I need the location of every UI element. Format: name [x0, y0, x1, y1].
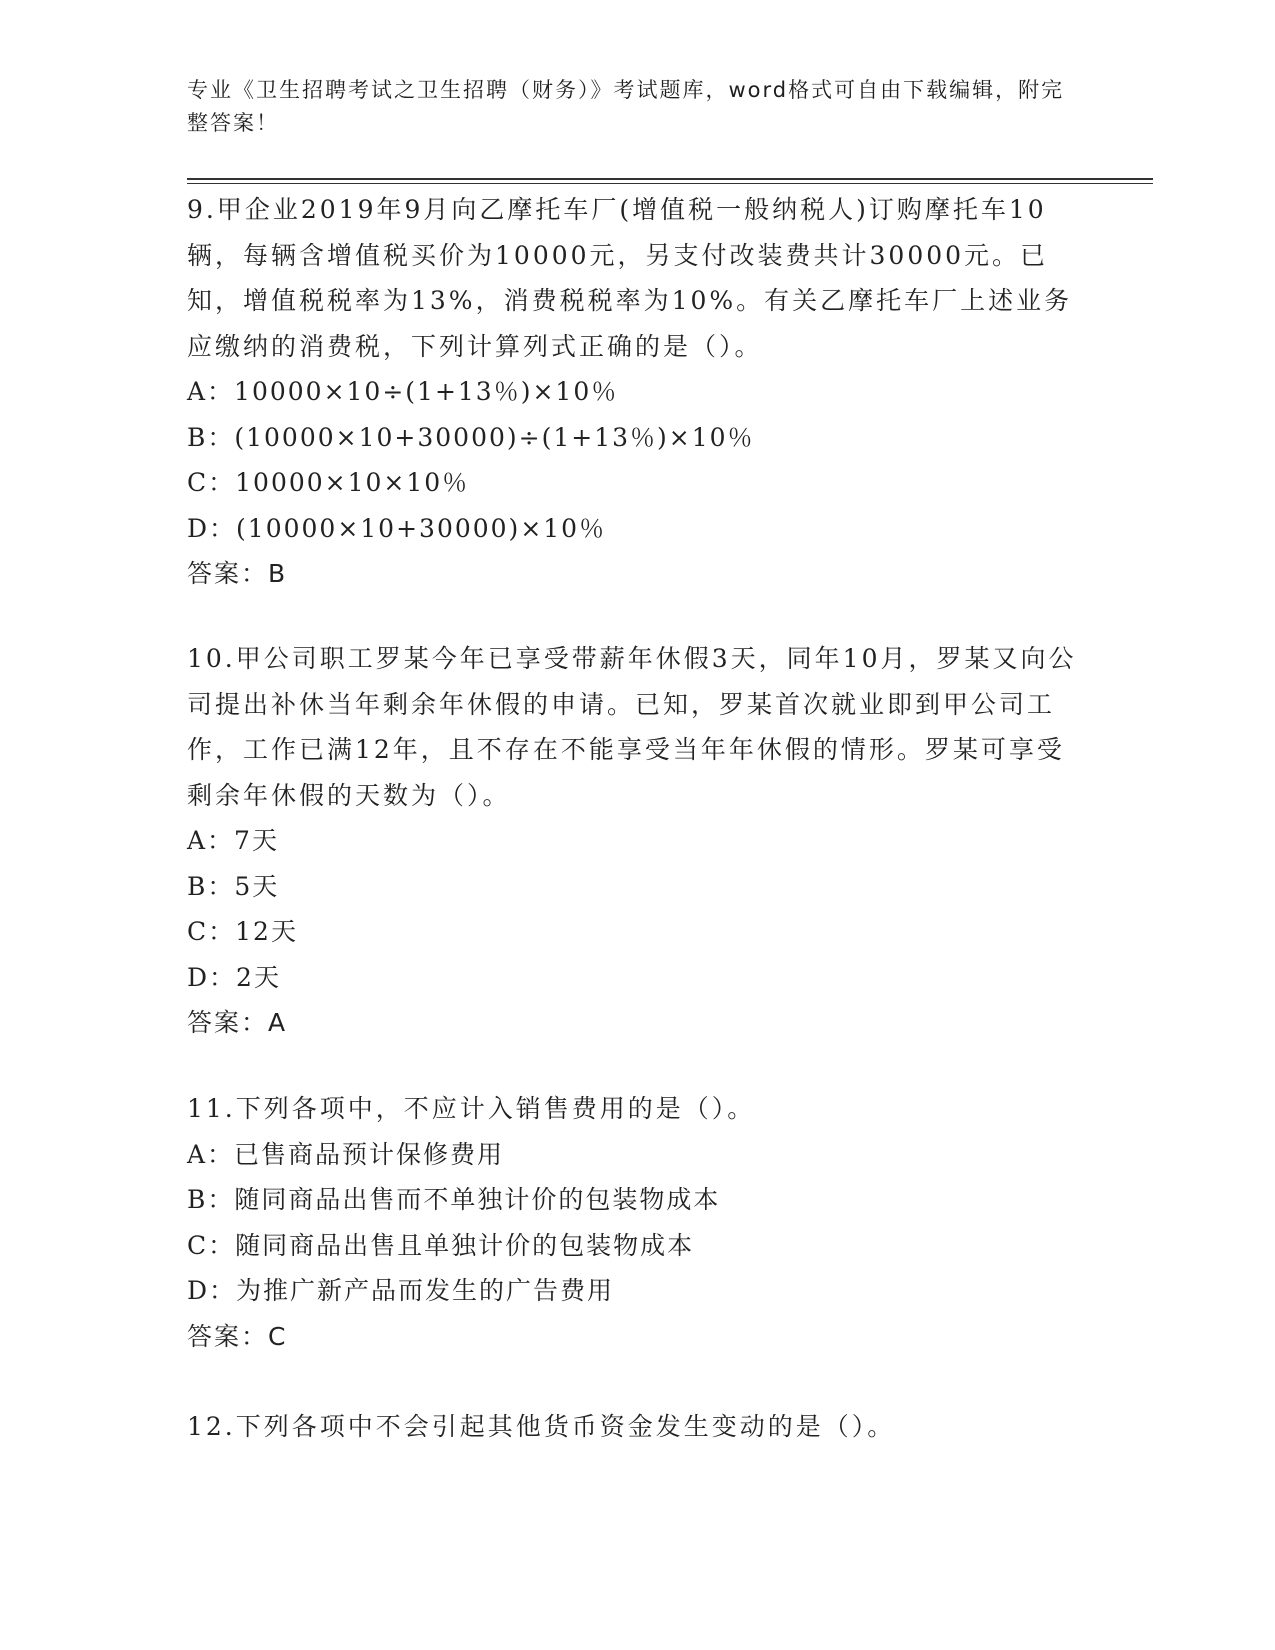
question-12 — [187, 1404, 1087, 1450]
question-stem: 9.甲企业2019年9月向乙摩托车厂(增值税一般纳税人)订购摩托车10辆，每辆含增值税买价为10000元，另支付改装费共计30000元。已知，增值税税率为13%，消费税税率为10%。有关乙摩托车厂上述业务应缴纳的消费税，下列计算列式正确的是（）。 — [187, 195, 1073, 361]
document-header — [187, 74, 1067, 140]
option-d: D：(10000×10+30000)×10％ — [187, 513, 607, 543]
header-rule-thick — [187, 178, 1153, 180]
question-stem: 12.下列各项中不会引起其他货币资金发生变动的是（）。 — [187, 1412, 896, 1441]
option-c: C：12天 — [187, 917, 298, 946]
answer: 答案：A — [187, 1008, 288, 1037]
option-d: D：2天 — [187, 962, 281, 992]
question-9 — [187, 187, 1087, 596]
option-a: A：已售商品预计保修费用 — [187, 1139, 505, 1169]
option-b: B：(10000×10+30000)÷(1+13％)×10％ — [187, 422, 755, 452]
question-10 — [187, 636, 1087, 1045]
question-stem: 10.甲公司职工罗某今年已享受带薪年休假3天，同年10月，罗某又向公司提出补休当年剩余年休假的申请。已知，罗某首次就业即到甲公司工作，工作已满12年，且不存在不能享受当年年休假的情形。罗某可享受剩余年休假的天数为（）。 — [187, 644, 1077, 810]
option-a: A：7天 — [187, 826, 279, 855]
header-text: 专业《卫生招聘考试之卫生招聘（财务）》考试题库，word格式可自由下载编辑，附完整答案！ — [187, 78, 1065, 135]
answer: 答案：B — [187, 559, 288, 588]
option-d: D：为推广新产品而发生的广告费用 — [187, 1276, 615, 1305]
header-rule-thin — [187, 183, 1153, 184]
option-b: B：5天 — [187, 871, 280, 901]
question-11 — [187, 1086, 1087, 1359]
option-c: C：10000×10×10％ — [187, 468, 470, 497]
option-b: B：随同商品出售而不单独计价的包装物成本 — [187, 1185, 721, 1214]
option-a: A：10000×10÷(1+13％)×10％ — [187, 377, 619, 406]
option-c: C：随同商品出售且单独计价的包装物成本 — [187, 1230, 695, 1260]
question-stem: 11.下列各项中，不应计入销售费用的是（）。 — [187, 1094, 756, 1123]
answer: 答案：C — [187, 1321, 288, 1351]
